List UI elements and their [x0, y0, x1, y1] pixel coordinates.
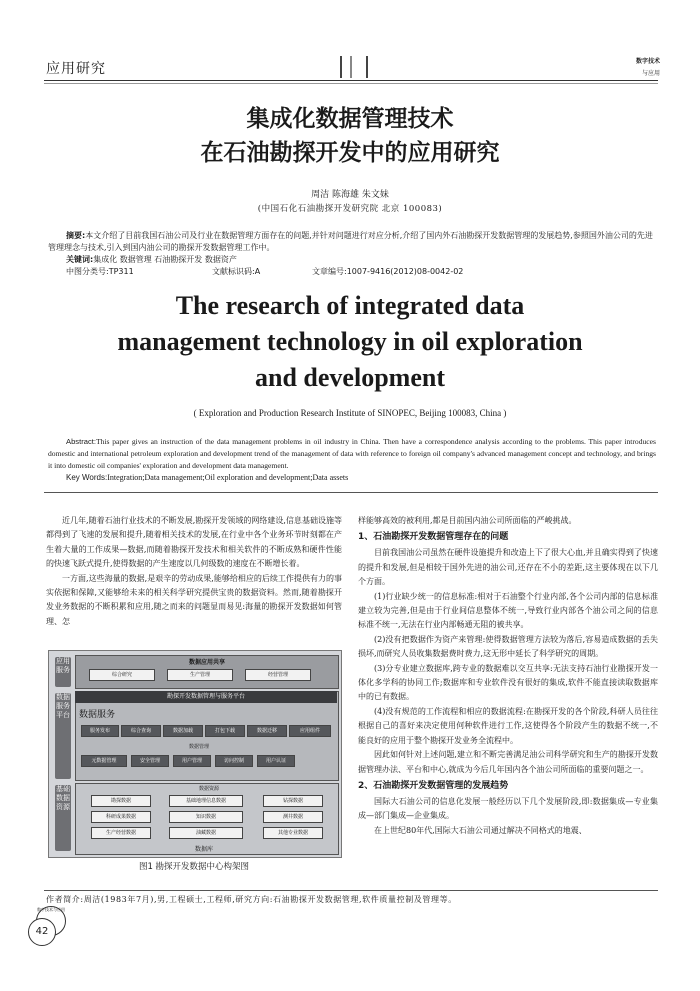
figure-data-service-label: 数据服务	[79, 710, 116, 720]
section-separator	[44, 492, 658, 493]
section-heading-1: 1、石油勘探开发数据管理存在的问题	[358, 532, 509, 543]
journal-section-label: 应用研究	[46, 61, 106, 77]
figure-platform-title: 勘探开发数据管理与服务平台	[75, 691, 337, 703]
figure-box: 访问控制	[215, 755, 253, 767]
figure-box: 安全管理	[131, 755, 169, 767]
title-cn-line2: 在石油勘探开发中的应用研究	[200, 140, 500, 166]
figure-box: 用户认证	[257, 755, 295, 767]
abstract-cn-label: 摘要:	[66, 231, 86, 240]
paragraph: (3)分专业建立数据库,跨专业的数据难以交互共享:无法支持石油行业勘探开发一体化多学科的协同工作;数据库和专业软件没有很好的集成,软件不能直接读取数据库中的已有数据。	[358, 663, 658, 702]
figure-caption: 图1 勘探开发数据中心构架图	[138, 862, 250, 872]
figure-box: 知识数据	[169, 811, 243, 823]
affiliation-en: ( Exploration and Production Research Institute of SINOPEC, Beijing 100083, China )	[193, 408, 507, 418]
footer-rule	[44, 890, 658, 891]
title-en-line3: and development	[255, 363, 445, 392]
keywords-cn-label: 关键词:	[66, 255, 94, 264]
figure-box: 其他专业数据	[263, 827, 323, 839]
figure-box: 服务发布	[81, 725, 119, 737]
figure-box: 基础地理信息数据	[169, 795, 243, 807]
figure-box: 数据迁移	[247, 725, 287, 737]
figure-box: 综合查询	[121, 725, 161, 737]
figure-mgmt-label: 数据管理	[189, 744, 210, 750]
figure-box: 经营管理	[245, 669, 311, 681]
clc-number: 中图分类号:TP311	[66, 267, 134, 276]
figure-box: 油藏数据	[169, 827, 243, 839]
author-note: 作者简介:周洁(1983年7月),男,工程硕士,工程师,研究方向:石油勘探开发数据管理,软件质量控制及管理等。	[46, 895, 457, 904]
figure-box: 科研成果数据	[91, 811, 151, 823]
paragraph: 近几年,随着石油行业技术的不断发展,勘探开发领域的网络建设,信息基础设施等都得到了飞速的发展和提升,随着相关技术的发展,在行业中各个业务环节时刻都在产生着大量的工作成果—数据,而随着勘探开发技术和相关软件的不断成熟和硬件性能的快速飞跃式提升,使得数据的产生速度以几何级数的速度在不断增长着。	[46, 516, 342, 569]
figure-side-platform: 数据服务平台	[55, 693, 71, 779]
header-rule	[44, 80, 658, 81]
paragraph: (4)没有规范的工作流程和相应的数据流程:在勘探开发的各个阶段,科研人员往往根据自己的喜好来决定使用何种软件进行工作,这使得各个阶段产生的数据不统一,不能良好的应用于整个勘探开发业务全流程中。	[358, 706, 658, 745]
classification-row	[66, 266, 656, 277]
abstract-en-text: This paper gives an instruction of the data management problems in oil industry in China. Then have a correspondence analysis according to the problems. This paper introduces domestic and international petroleum exploration and development trend of the management of data with reference to foreign oil company's advanced management concept and technology, and brings it into domestic oil companies' exploration and development data management.	[48, 437, 656, 470]
affiliation-cn: (中国石化石油勘探开发研究院 北京 100083)	[257, 204, 443, 214]
keywords-cn	[66, 254, 237, 265]
document-code: 文献标识码:A	[212, 267, 261, 276]
paragraph: 一方面,这些海量的数据,是艰辛的劳动成果,能够给相应的后续工作提供有力的事实依据和保障,又能够给未来的相关科学研究提供宝贵的数据资料。然而,随着勘探开发业务数据的不断积累和应用,随之而来的问题显而易见:海量的勘探开发数据如何管理、怎	[46, 573, 342, 626]
body-left-column	[46, 514, 342, 629]
keywords-en-label: Key Words:	[66, 473, 108, 482]
paragraph: (1)行业缺少统一的信息标准:相对于石油整个行业内部,各个公司内部的信息标准建立较为完善,但是由于行业间信息整体不统一,导致行业内部各个油公司之间的信息标准不统一,无法在行业内部畅通无阻的被共享。	[358, 591, 658, 630]
abstract-cn	[48, 230, 658, 254]
figure-db-label: 数据库	[195, 846, 214, 853]
figure-box: 钻探数据	[263, 795, 323, 807]
journal-seal-text: 数字技术与应用	[37, 907, 65, 912]
abstract-en	[48, 436, 656, 472]
paragraph: 因此如何针对上述问题,建立和不断完善满足油公司科学研究和生产的勘探开发数据管理办法、平台和中心,就成为今后几年国内各个油公司所面临的重要问题之一。	[358, 750, 658, 774]
section-heading-2: 2、石油勘探开发数据管理的发展趋势	[358, 780, 509, 791]
figure-box: 元数据管理	[81, 755, 127, 767]
figure-box: 数据加载	[163, 725, 203, 737]
paragraph: (2)没有把数据作为资产来管理:使得数据管理方法较为落后,容易造成数据的丢失损坏,而研究人员收集数据费时费力,这无形中延长了科学研究的周期。	[358, 634, 658, 659]
paragraph: 在上世纪80年代,国际大石油公司通过解决不同格式的地震、	[374, 825, 587, 835]
figure-box: 应用组件	[289, 725, 331, 737]
keywords-cn-text: 集成化 数据管理 石油勘探开发 数据资产	[93, 255, 237, 264]
figure-side-app: 应用服务	[55, 657, 71, 687]
header-divider-bars	[340, 56, 368, 78]
figure-box: 勘探数据	[91, 795, 151, 807]
page-number: 42	[28, 918, 56, 946]
figure-box: 打包下载	[205, 725, 245, 737]
journal-logo-line2: 与应用	[641, 70, 660, 77]
figure-box: 生产经营数据	[91, 827, 151, 839]
keywords-en	[66, 473, 348, 482]
journal-logo	[596, 56, 660, 82]
title-cn-line1: 集成化数据管理技术	[246, 106, 454, 132]
abstract-en-label: Abstract:	[66, 437, 96, 446]
figure-box: 生产管理	[167, 669, 233, 681]
keywords-en-text: Integration;Data management;Oil exploration and development;Data assets	[107, 473, 349, 482]
figure-box: 用户管理	[173, 755, 211, 767]
paragraph: 样能够高效的被利用,都是目前国内油公司所面临的严峻挑战。	[358, 516, 577, 525]
figure-side-base: 基础数据资源	[55, 785, 71, 851]
figure-app-title: 数据应用共享	[189, 659, 226, 666]
title-en-line1: The research of integrated data	[175, 291, 525, 320]
article-number: 文章编号:1007-9416(2012)08-0042-02	[312, 267, 464, 276]
title-en-line2: management technology in oil exploration	[117, 327, 583, 356]
abstract-cn-text: 本文介绍了目前我国石油公司及行业在数据管理方面存在的问题,并针对问题进行对应分析,介绍了国内外石油勘探开发数据管理的发展趋势,参照国外油公司的先进管理理念与技术,引入到国内油公司的勘探开发数据管理工作中。	[48, 231, 653, 252]
journal-logo-line1: 数字技术	[635, 58, 660, 65]
paragraph: 目前我国油公司虽然在硬件设施提升和改造上下了很大心血,并且确实得到了快速的提升和发展,但是相较于国外先进的油公司,还存在不小的差距,这主要体现在以下几个方面。	[358, 548, 658, 587]
figure-box: 测井数据	[263, 811, 323, 823]
figure-resource-title: 数据资源	[199, 786, 220, 792]
body-right-column	[358, 514, 658, 838]
architecture-figure	[48, 650, 342, 858]
header-rule-thin	[44, 83, 658, 84]
figure-box: 综合研究	[89, 669, 155, 681]
authors: 周洁 陈海雄 朱文妹	[311, 190, 389, 200]
paragraph: 国际大石油公司的信息化发展一般经历以下几个发展阶段,即:数据集成—专业集成—部门集成—企业集成。	[358, 796, 658, 821]
